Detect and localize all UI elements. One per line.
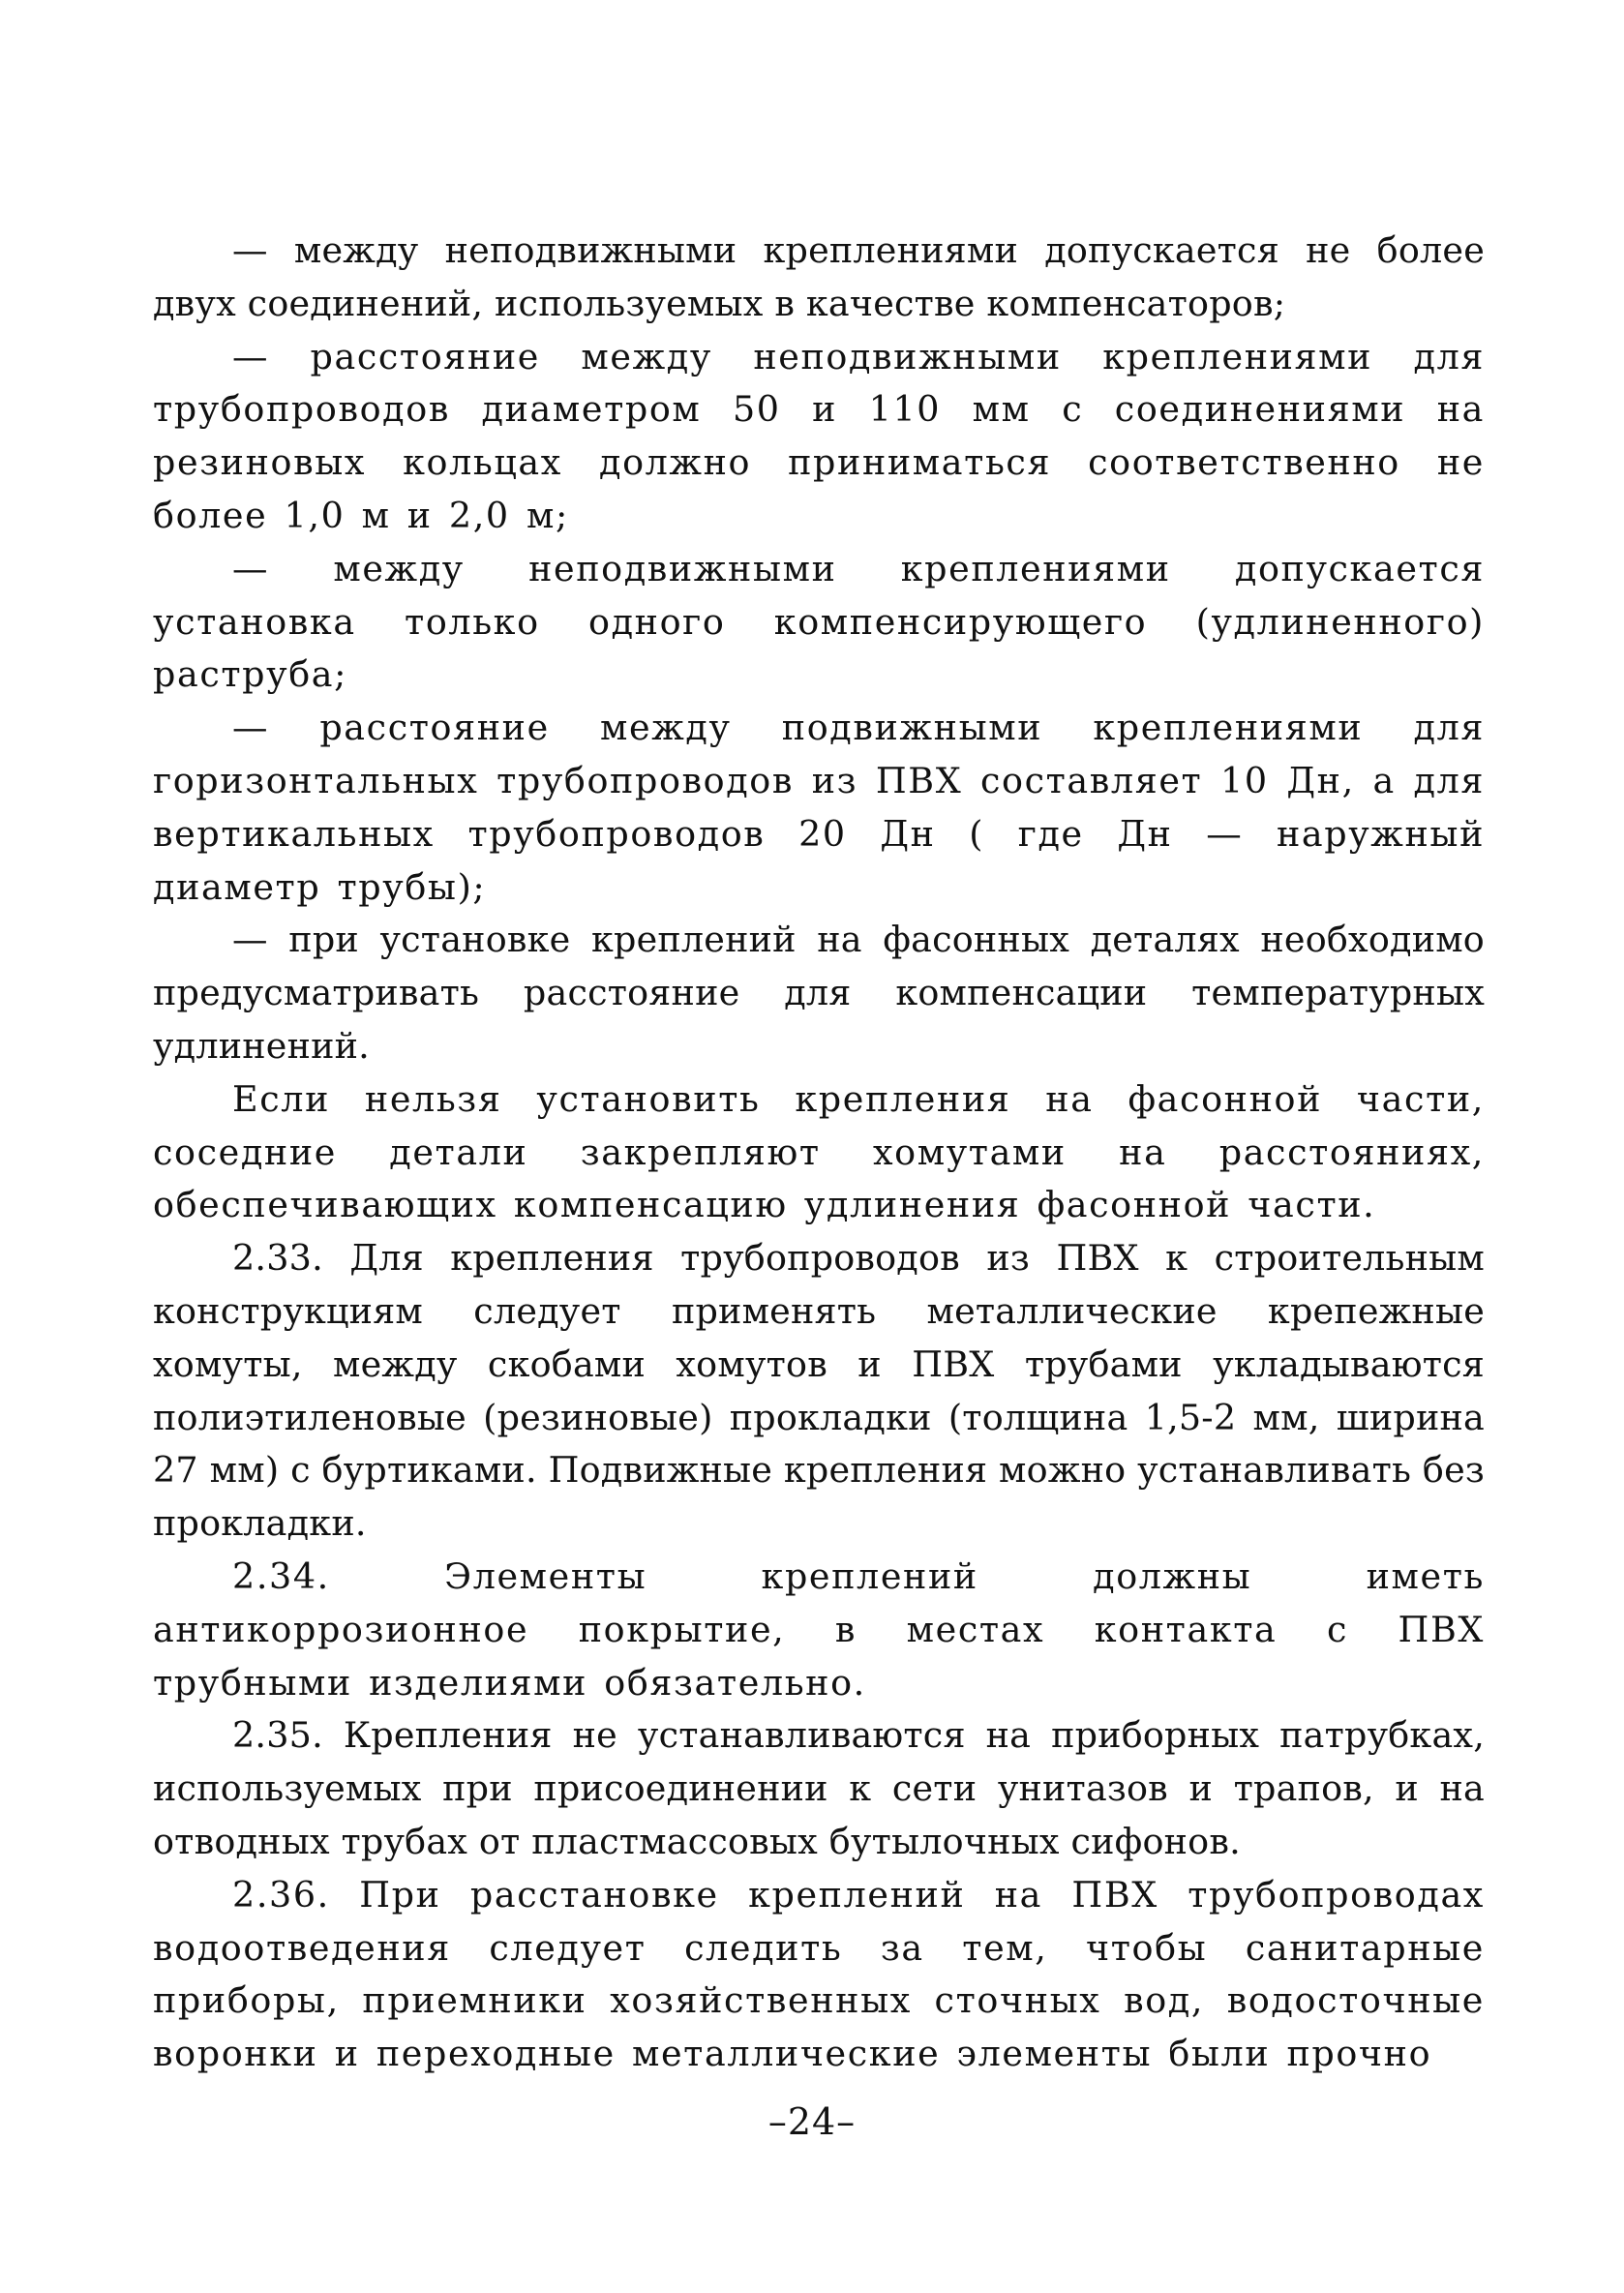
paragraph-8: 2.34. Элементы креплений должны иметь антикоррозионное покрытие, в местах контакта с ПВХ трубными изделиями обязательно. (153, 1554, 1485, 1704)
paragraph-7: 2.33. Для крепления трубопроводов из ПВХ к строительным конструкциям следует применять металлические крепежные хомуты, между скобами хомутов и ПВХ трубами укладываются полиэтиленовые (резиновые) прокладки (толщина 1,5-2 мм, ширина 27 мм) с буртиками. Подвижные крепления можно устанавливать без прокладки. (153, 1237, 1485, 1545)
paragraph-10: 2.36. При расстановке креплений на ПВХ трубопроводах водоотведения следует следить за тем, чтобы санитарные приборы, приемники хозяйственных сточных вод, водосточные воронки и переходные металлические элементы были прочно (153, 1873, 1485, 2075)
body-text (153, 225, 1485, 2081)
paragraph-1: — между неподвижными креплениями допускается не более двух соединений, используемых в качестве компенсаторов; (153, 229, 1485, 324)
paragraph-3: — между неподвижными креплениями допускается установка только одного компенсирующего (удлиненного) раструба; (153, 547, 1485, 696)
page-number: –24– (767, 2100, 857, 2143)
paragraph-6: Если нельзя установить крепления на фасонной части, соседние детали закрепляют хомутами на расстояниях, обеспечивающих компенсацию удлинения фасонной части. (153, 1077, 1485, 1226)
paragraph-5: — при установке креплений на фасонных деталях необходимо предусматривать расстояние для компенсации температурных удлинений. (153, 919, 1485, 1067)
paragraph-2: — расстояние между неподвижными креплениями для трубопроводов диаметром 50 и 110 мм с соединениями на резиновых кольцах должно приниматься соответственно не более 1,0 м и 2,0 м; (153, 335, 1485, 536)
paragraph-4: — расстояние между подвижными креплениями для горизонтальных трубопроводов из ПВХ составляет 10 Дн, а для вертикальных трубопроводов 20 Дн ( где Дн — наружный диаметр трубы); (153, 707, 1485, 908)
paragraph-9: 2.35. Крепления не устанавливаются на приборных патрубках, используемых при присоединении к сети унитазов и трапов, и на отводных трубах от пластмассовых бутылочных сифонов. (153, 1714, 1485, 1862)
